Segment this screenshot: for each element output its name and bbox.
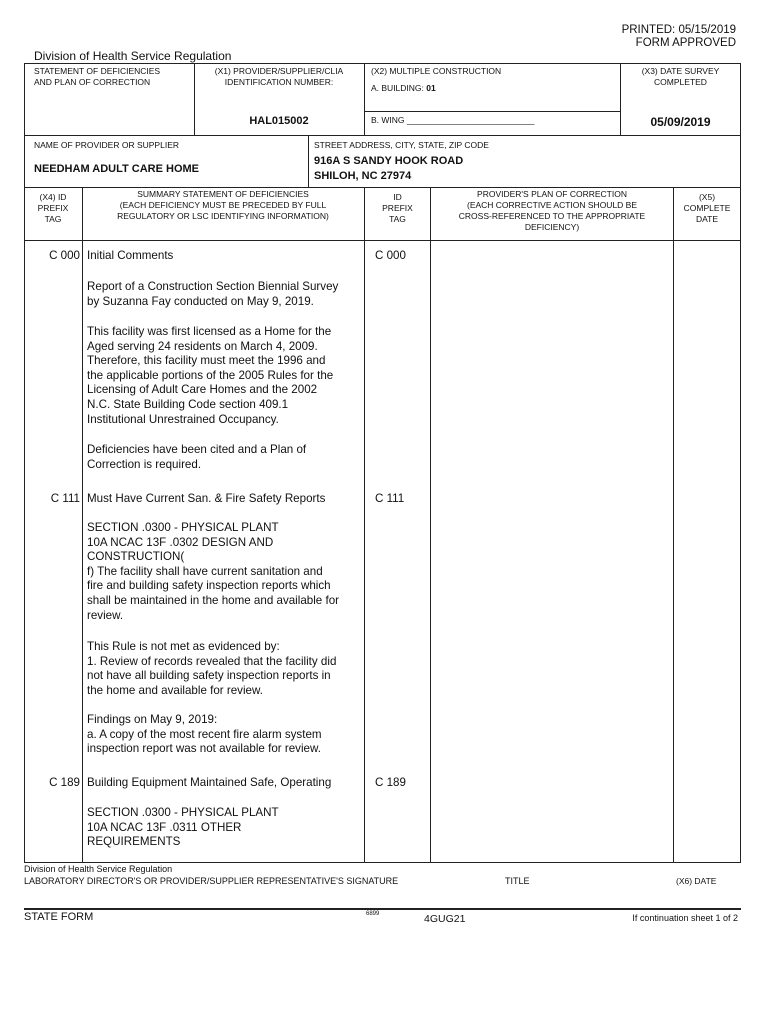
address-line-2: SHILOH, NC 27974 [314,170,412,182]
entry-tag: C 111 [50,492,80,505]
paragraph: This Rule is not met as evidenced by: 1. Review of records revealed that the facility did not have all building safety inspection reports in the home and available for review. [87,640,337,697]
entry-id-tag: C 189 [375,776,406,789]
x6-date-label: (X6) DATE [676,876,717,886]
building [371,83,436,94]
paragraph: Findings on May 9, 2019: a. A copy of the most recent fire alarm system inspection report was not available for review. [87,713,322,756]
event-id: 4GUG21 [424,913,466,925]
entry-tag: C 000 [49,249,80,262]
entry-id-tag: C 111 [375,492,405,505]
form-approved: FORM APPROVED [635,37,736,49]
x1-label: (X1) PROVIDER/SUPPLIER/CLIA IDENTIFICATION NUMBER: [214,66,344,87]
state-form-label: STATE FORM [24,911,94,923]
x5-header: (X5) COMPLETE DATE [683,192,731,224]
summary-header: SUMMARY STATEMENT OF DEFICIENCIES (EACH DEFICIENCY MUST BE PRECEDED BY FULL REGULATORY OR LSC IDENTIFYING INFORMATION) [117,189,329,221]
continuation-sheet: If continuation sheet 1 of 2 [632,913,738,923]
printed-date: PRINTED: 05/15/2019 [621,24,736,36]
provider-name-label: NAME OF PROVIDER OR SUPPLIER [34,140,179,150]
address-label: STREET ADDRESS, CITY, STATE, ZIP CODE [314,140,489,150]
entry-id-tag: C 000 [375,249,406,262]
paragraph: SECTION .0300 - PHYSICAL PLANT 10A NCAC 13F .0302 DESIGN AND CONSTRUCTION( f) The facility shall have current sanitation and fire and building safety inspection reports which shall be maintained in the home and available for review. [87,521,340,622]
provider-name: NEEDHAM ADULT CARE HOME [34,163,199,175]
wing-label: B. WING ___________________________ [371,115,535,125]
paragraph: This facility was first licensed as a Home for the Aged serving 24 residents on March 4, 2009. Therefore, this facility must meet the 1996 and the applicable portions of the 2005 Rules for the Licensing of Adult Care Homes and the 2002 N.C. State Building Code section 409.1 Institutional Unrestrained Occupancy. [87,325,334,426]
footer-agency: Division of Health Service Regulation [24,864,173,874]
paragraph: Report of a Construction Section Biennial Survey by Suzanna Fay conducted on May 9, 2019. [87,280,339,308]
building-value: 01 [426,83,436,93]
title-label: TITLE [505,876,530,886]
form-number: 6899 [366,911,380,917]
id-header: ID PREFIX TAG [382,192,413,224]
plan-header: PROVIDER'S PLAN OF CORRECTION (EACH CORRECTIVE ACTION SHOULD BE CROSS-REFERENCED TO THE APPROPRIATE DEFICIENCY) [458,189,646,232]
x3-label: (X3) DATE SURVEY COMPLETED [641,66,720,87]
paragraph: SECTION .0300 - PHYSICAL PLANT 10A NCAC 13F .0311 OTHER REQUIREMENTS [87,806,279,849]
address-line-1: 916A S SANDY HOOK ROAD [314,155,464,167]
entry-title: Must Have Current San. & Fire Safety Reports [87,492,326,505]
building-label: A. BUILDING: [371,83,424,93]
signature-label: LABORATORY DIRECTOR'S OR PROVIDER/SUPPLIER REPRESENTATIVE'S SIGNATURE [24,876,399,886]
survey-date: 05/09/2019 [650,115,711,129]
paragraph: Deficiencies have been cited and a Plan of Correction is required. [87,443,307,471]
statement-label: STATEMENT OF DEFICIENCIES AND PLAN OF CORRECTION [34,66,161,87]
entry-title: Initial Comments [87,249,174,262]
entry-title: Building Equipment Maintained Safe, Operating [87,776,332,789]
agency-title: Division of Health Service Regulation [34,49,232,63]
x4-header: (X4) ID PREFIX TAG [37,192,69,224]
entry-tag: C 189 [49,776,80,789]
provider-id: HAL015002 [249,115,309,127]
x2-label: (X2) MULTIPLE CONSTRUCTION [371,66,502,76]
